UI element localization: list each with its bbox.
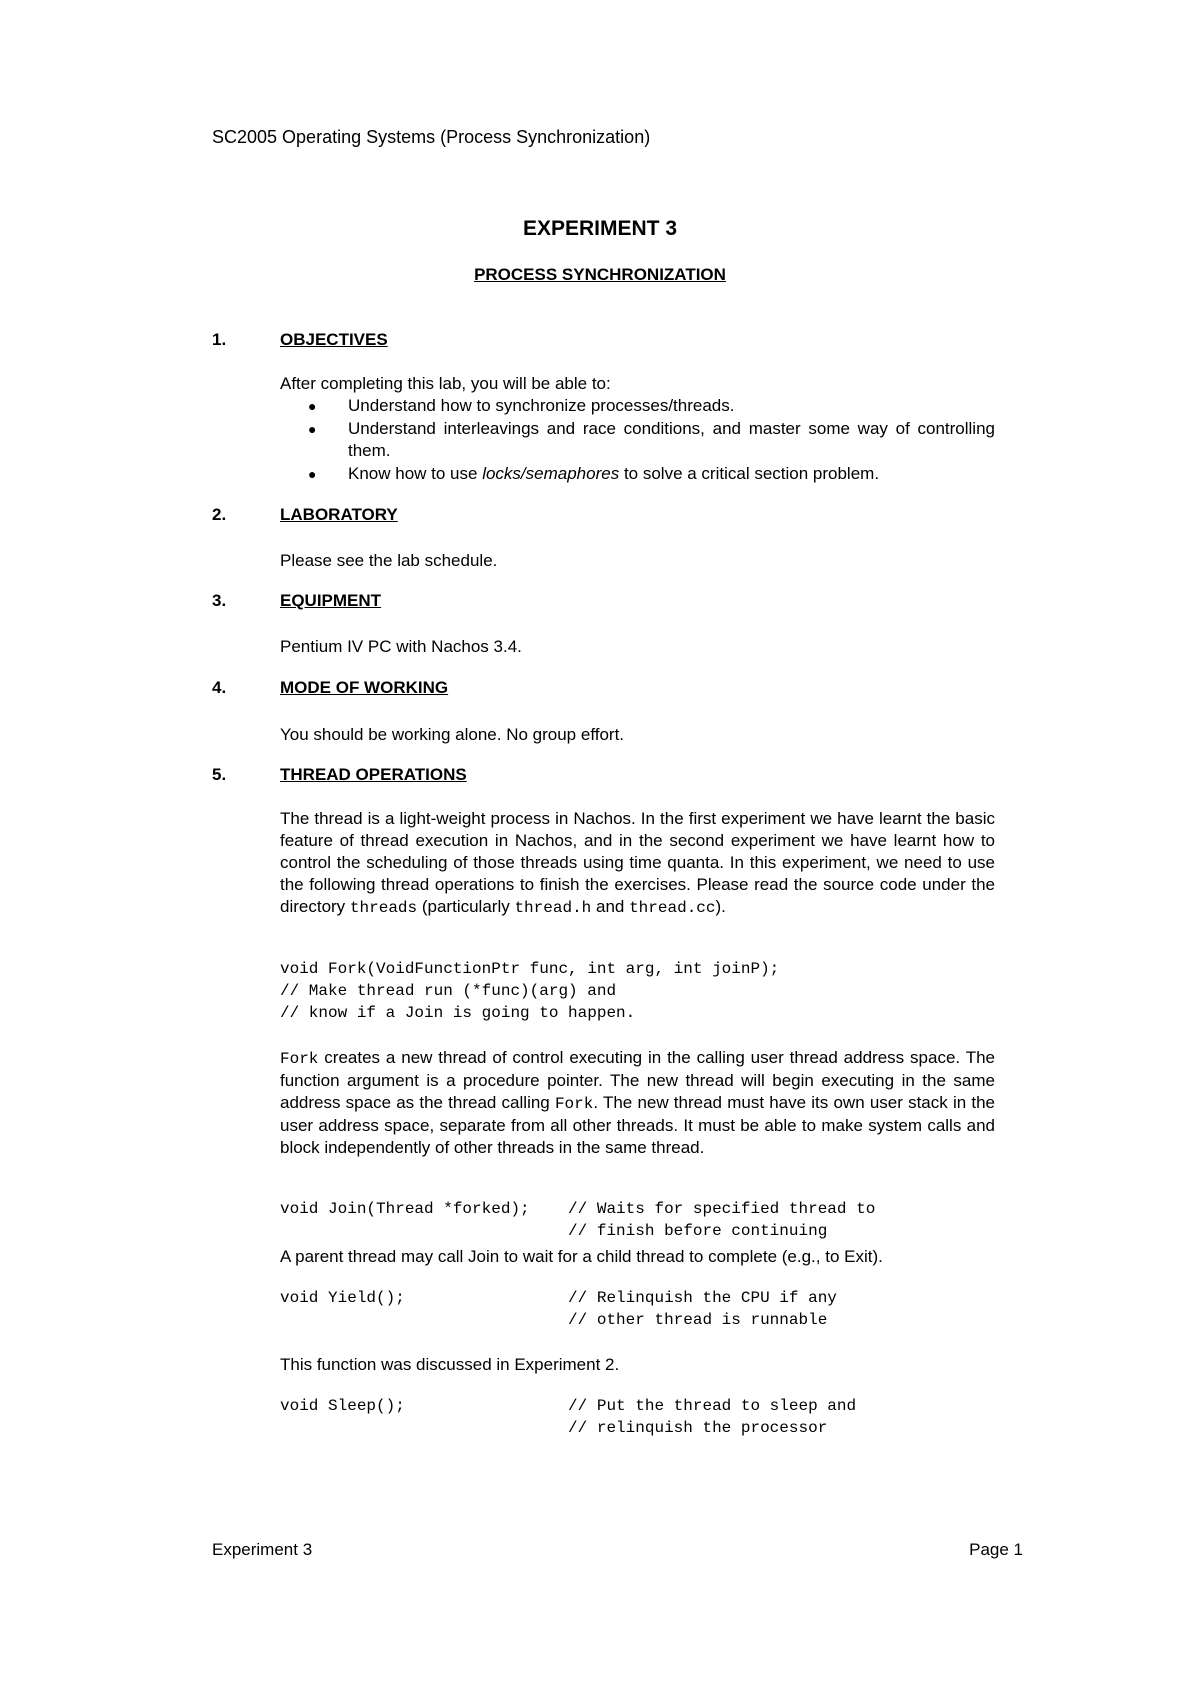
code-line: // Make thread run (*func)(arg) and (280, 982, 617, 1000)
fork-text: . The new thread must have its own user stack in the user address space, separate from all other threads. It must be able to make system calls and block independently of other threads in the same thread. (280, 1093, 995, 1157)
section-number: 2. (212, 505, 227, 524)
code-term: thread.h (514, 899, 592, 917)
bullet-icon: ● (308, 421, 317, 437)
section-title-mode-of-working: MODE OF WORKING (280, 678, 449, 697)
footer-page-number: Page 1 (969, 1540, 1023, 1559)
intro-text: ). (715, 897, 726, 916)
intro-text: and (591, 897, 630, 916)
objective-item (348, 463, 995, 485)
objectives-intro: After completing this lab, you will be able to: (280, 374, 611, 393)
join-description: A parent thread may call Join to wait for a child thread to complete (e.g., to Exit). (280, 1247, 883, 1266)
section-number: 3. (212, 591, 227, 610)
code-line: void Fork(VoidFunctionPtr func, int arg, int joinP); (280, 960, 780, 978)
code-term: thread.cc (629, 899, 716, 917)
section-number: 1. (212, 330, 227, 349)
equipment-text: Pentium IV PC with Nachos 3.4. (280, 637, 522, 656)
intro-text: The thread is a light-weight process in Nachos. In the first experiment we have learnt the basic feature of thread execution in Nachos, and in the second experiment we have learnt how to control the scheduling of those threads using time quanta. In this experiment, we need to use the following thread operations to finish the exercises. Please read the source code under the directory (280, 809, 995, 916)
section-title-equipment: EQUIPMENT (280, 591, 382, 610)
laboratory-text: Please see the lab schedule. (280, 551, 498, 570)
thread-intro-paragraph (280, 808, 995, 919)
code-line: // other thread is runnable (280, 1311, 828, 1329)
objective-text: Know how to use (348, 464, 483, 483)
code-term: Fork (280, 1050, 319, 1068)
footer-left: Experiment 3 (212, 1540, 313, 1559)
bullet-icon: ● (308, 466, 317, 482)
section-title-thread-operations: THREAD OPERATIONS (280, 765, 467, 784)
section-number: 4. (212, 678, 227, 697)
code-line: // know if a Join is going to happen. (280, 1004, 636, 1022)
objective-item: Understand how to synchronize processes/threads. (348, 396, 735, 415)
section-title-laboratory: LABORATORY (280, 505, 398, 524)
page-subtitle: PROCESS SYNCHRONIZATION (474, 265, 726, 284)
page-title: EXPERIMENT 3 (522, 217, 678, 240)
yield-description: This function was discussed in Experiment 2. (280, 1355, 620, 1374)
code-term: Fork (554, 1095, 594, 1113)
code-line: // relinquish the processor (280, 1419, 828, 1437)
code-line: void Yield(); // Relinquish the CPU if any (280, 1289, 837, 1307)
fork-description (280, 1047, 995, 1159)
fork-text: creates a new thread of control executing in the calling user thread address space. The function argument is a procedure pointer. The new thread will begin executing in the same address space as the thread calling (280, 1048, 995, 1112)
objective-item: Understand interleavings and race conditions, and master some way of controlling them. (348, 419, 995, 460)
code-term: threads (349, 899, 418, 917)
running-header: SC2005 Operating Systems (Process Synchronization) (212, 127, 651, 147)
code-line: void Sleep(); // Put the thread to sleep and (280, 1397, 857, 1415)
section-number: 5. (212, 765, 227, 784)
code-line: void Join(Thread *forked); // Waits for specified thread to (280, 1200, 876, 1218)
objective-emphasis: locks/semaphores (482, 464, 620, 483)
bullet-icon: ● (308, 398, 317, 414)
intro-text: (particularly (417, 897, 515, 916)
section-title-objectives: OBJECTIVES (280, 330, 388, 349)
code-line: // finish before continuing (280, 1222, 828, 1240)
objective-text: to solve a critical section problem. (619, 464, 880, 483)
mode-text: You should be working alone. No group effort. (280, 725, 625, 744)
